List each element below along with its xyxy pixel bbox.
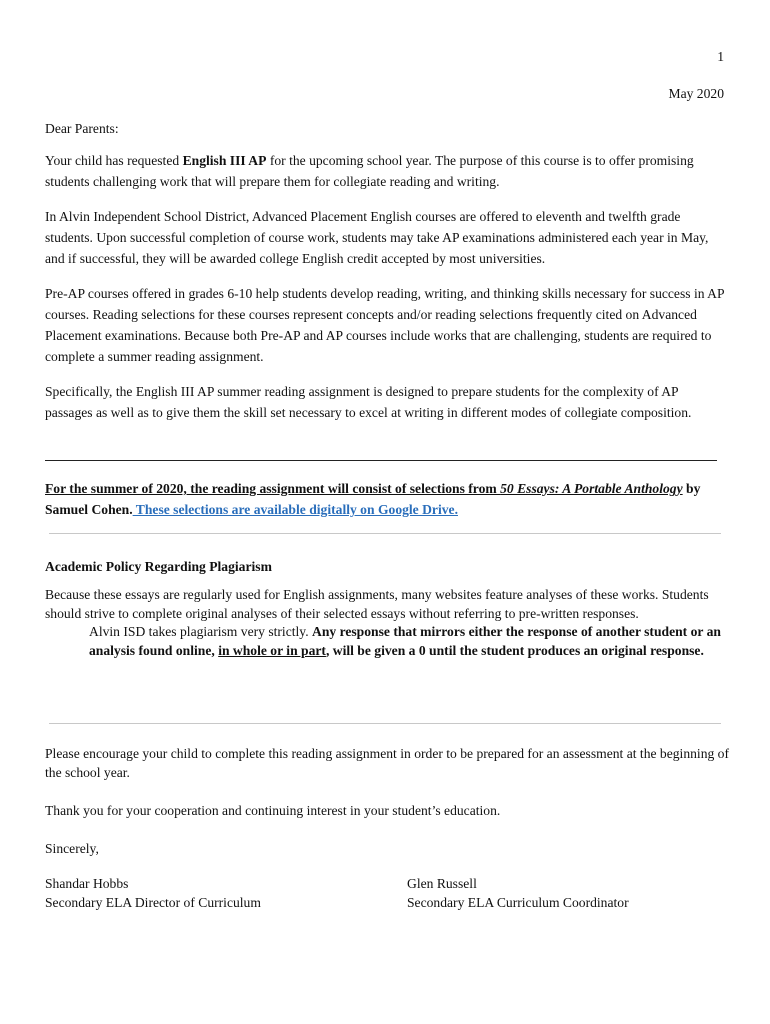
policy-warning-lead: Alvin ISD takes plagiarism very strictly. [89, 624, 312, 639]
signatory-title: Secondary ELA Curriculum Coordinator [407, 895, 629, 910]
policy-warning-bold: Any response that mirrors either the response of another student or an analysis found online, [89, 624, 721, 658]
sign-off: Sincerely, [45, 841, 99, 856]
policy-warning-underlined: in whole or in part [218, 642, 326, 658]
section-divider [49, 723, 721, 724]
thanks-line: Thank you for your cooperation and continuing interest in your student’s education. [45, 803, 501, 818]
book-author: by Samuel Cohen. [45, 481, 701, 517]
intro-paragraph [45, 150, 725, 192]
policy-body: Because these essays are regularly used for English assignments, many websites feature analyses of these works. Students should strive to complete original analyses of their selected essays without referring to pre-written responses. [45, 587, 709, 621]
closing-paragraph: Please encourage your child to complete this reading assignment in order to be prepared for an assessment at the beginning of the school year. [45, 746, 730, 780]
salutation: Dear Parents: [45, 121, 119, 136]
district-paragraph: In Alvin Independent School District, Advanced Placement English courses are offered to eleventh and twelfth grade students. Upon successful completion of course work, students may take AP examinations administered each year in May, and if successful, they will be awarded college English credit accepted by most universities. [45, 209, 709, 266]
book-title: 50 Essays: A Portable Anthology [500, 481, 683, 496]
intro-text-rest: for the upcoming school year. The purpose of this course is to offer promising students challenging work that will prepare them for collegiate reading and writing. [45, 153, 694, 189]
summer-lead: For the summer of 2020, the reading assignment will consist of selections from [45, 481, 501, 496]
section-divider [45, 460, 717, 461]
preap-paragraph: Pre-AP courses offered in grades 6-10 help students develop reading, writing, and thinking skills necessary for success in AP courses. Reading selections for these courses represent concepts and/or reading selections frequently cited on Advanced Placement examinations. Because both Pre-AP and AP courses include works that are challenging, students are required to complete a summer reading assignment. [45, 286, 725, 364]
signatory-title: Secondary ELA Director of Curriculum [45, 895, 261, 910]
assignment-purpose-paragraph: Specifically, the English III AP summer reading assignment is designed to prepare students for the complexity of AP passages as well as to give them the skill set necessary to excel at writing in different modes of collegiate composition. [45, 384, 692, 420]
policy-warning-bold-end: , will be given a 0 until the student produces an original response. [325, 642, 704, 658]
policy-heading: Academic Policy Regarding Plagiarism [45, 559, 272, 574]
section-divider [49, 533, 721, 534]
summer-assignment-notice [45, 478, 735, 520]
course-name: English III AP [182, 153, 267, 168]
policy-warning [45, 623, 735, 660]
plagiarism-policy [45, 586, 735, 660]
signatory-name: Glen Russell [407, 876, 477, 891]
google-drive-link[interactable]: These selections are available digitally on Google Drive. [132, 502, 458, 517]
intro-text: Your child has requested [45, 153, 183, 168]
signatory-block [45, 874, 261, 912]
signatory-block [407, 874, 629, 912]
letter-date: May 2020 [668, 86, 724, 101]
page-number: 1 [717, 49, 724, 64]
signatory-name: Shandar Hobbs [45, 876, 129, 891]
